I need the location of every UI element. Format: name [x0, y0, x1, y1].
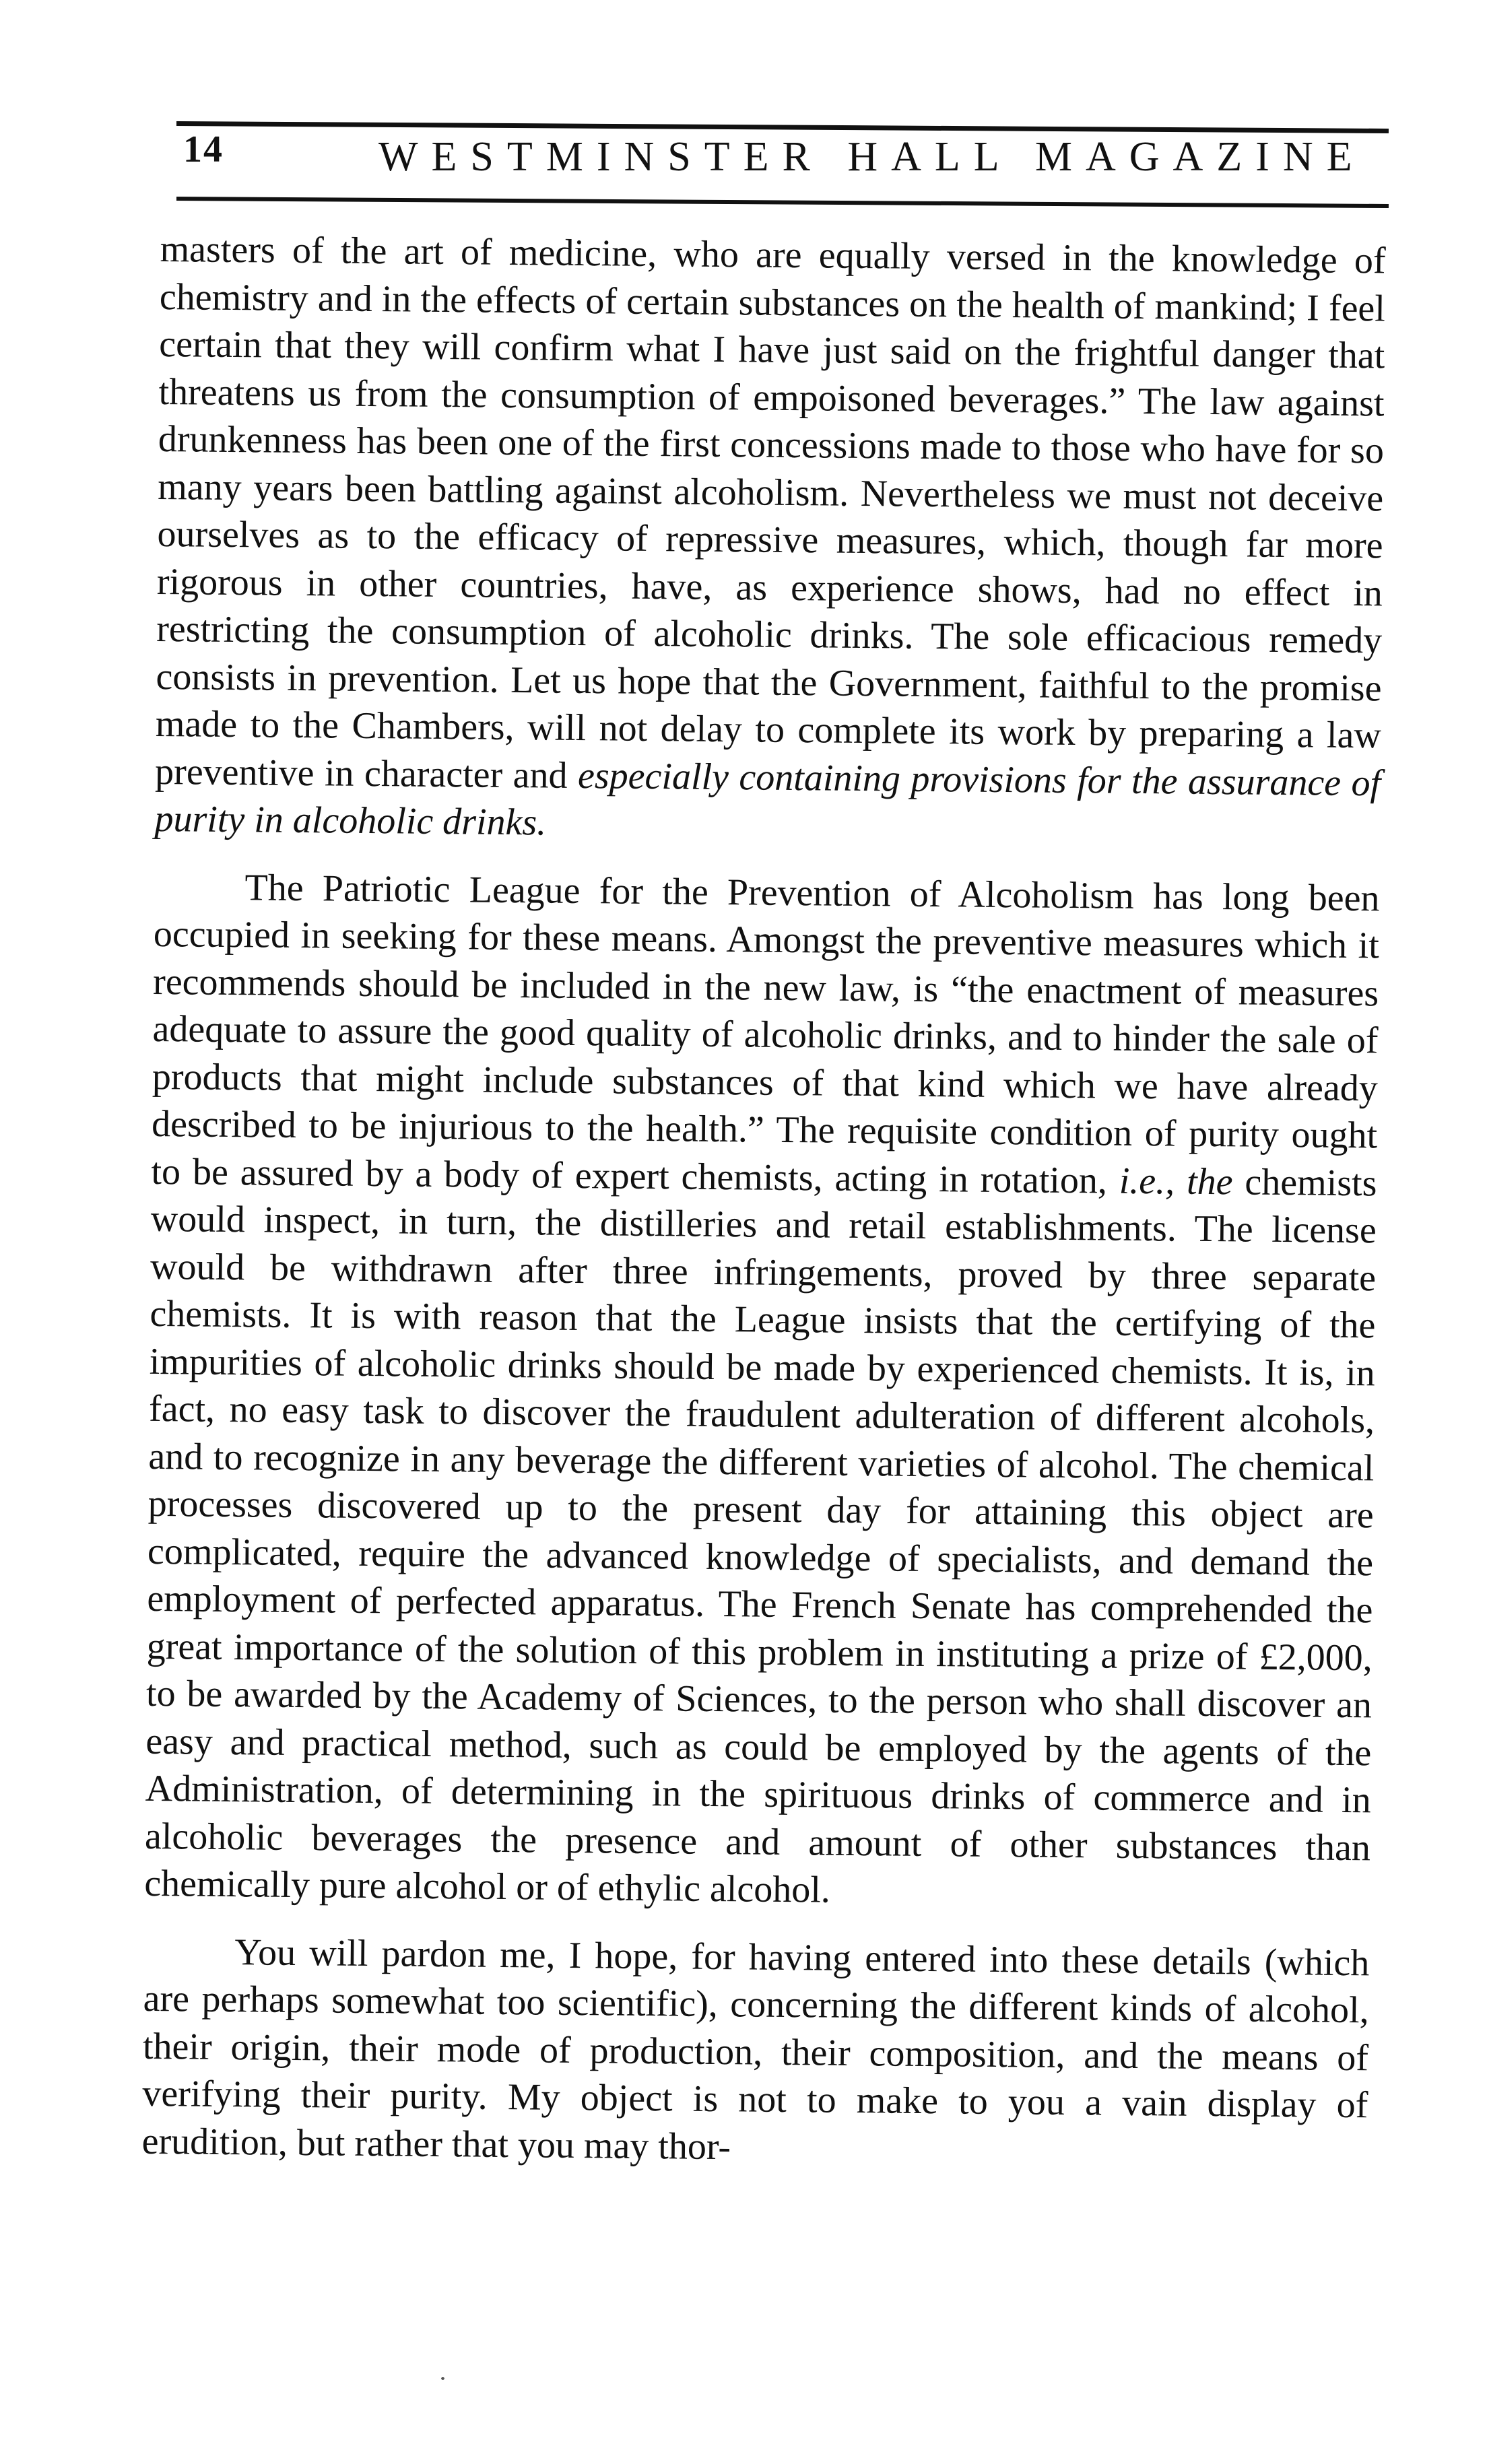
running-title: WESTMINSTER HALL MAGAZINE: [378, 134, 1366, 180]
paragraph-2-text-b: chemists would inspect, in turn, the distilleries and retail establishments. The license would be withdrawn after three infringements, proved by three separate chemists. It is with reason that the League insists that the certifying of the impurities of alcoholic drinks should be made by experienced chemists. It is, in fact, no easy task to discover the fraudulent adulteration of different alcohols, and to recognize in any beverage the different varieties of alcohol. The chemical processes discovered up to the present day for attaining this object are complicated, require the advanced knowledge of specialists, and demand the employment of perfected apparatus. The French Senate has comprehended the great importance of the solution of this problem in instituting a prize of £2,000, to be awarded by the Academy of Sciences, to the person who shall discover an easy and practical method, such as could be employed by the agents of the Administration, of determining in the spirituous drinks of commerce and in alcoholic beverages the presence and amount of other substances than chemically pure alcohol or of ethylic alcohol.: [144, 1160, 1377, 1911]
page-header: [176, 108, 1389, 209]
paragraph-2-text-a: The Patriotic League for the Prevention of Alcoholism has long been occupied in seeking for these means. Amongst the preventive measures which it recommends should be included in the new law, is “the enactment of measures adequate to assure the good quality of alcoholic drinks, and to hinder the sale of products that might include substances of that kind which we have already described to be injurious to the health.” The requisite condition of purity ought to be assured by a body of expert chemists, acting in rotation,: [151, 866, 1380, 1202]
header-rule-bottom: [176, 197, 1389, 208]
paragraph-3: You will pardon me, I hope, for having entered into these details (which are perhaps somewhat too scientific), concerning the different kinds of alcohol, their origin, their mode of production, their composition, and the means of verifying their purity. My object is not to make to you a vain display of erudition, but rather that you may thor-: [141, 1931, 1370, 2168]
paragraph-1-text: masters of the art of medicine, who are equally versed in the knowledge of chemistry and in the effects of certain substances on the health of mankind; I feel certain that they will confirm what I have just said on the frightful danger that threatens us from the consumption of empoisoned beverages.” The law against drunkenness has been one of the first concessions made to those who have for so many years been battling against alcoholism. Nevertheless we must not deceive ourselves as to the efficacy of repressive measures, which, though far more rigorous in other countries, have, as experience shows, had no effect in restricting the consumption of alcoholic drinks. The sole efficacious remedy consists in prevention. Let us hope that the Government, faithful to the promise made to the Chambers, will not delay to complete its work by preparing a law preventive in character and: [154, 228, 1386, 797]
page-number: 14: [183, 129, 224, 170]
paragraph-1: [154, 226, 1386, 855]
paragraph-1-italic: especially containing provisions for the assurance of purity in alcoholic drinks.: [154, 754, 1381, 844]
paragraph-2-italic: i.e., the: [1119, 1160, 1233, 1203]
header-rule-top: [176, 121, 1389, 133]
body-text: [141, 226, 1386, 2176]
print-speck: [441, 2377, 444, 2380]
paragraph-2: [144, 863, 1380, 1919]
